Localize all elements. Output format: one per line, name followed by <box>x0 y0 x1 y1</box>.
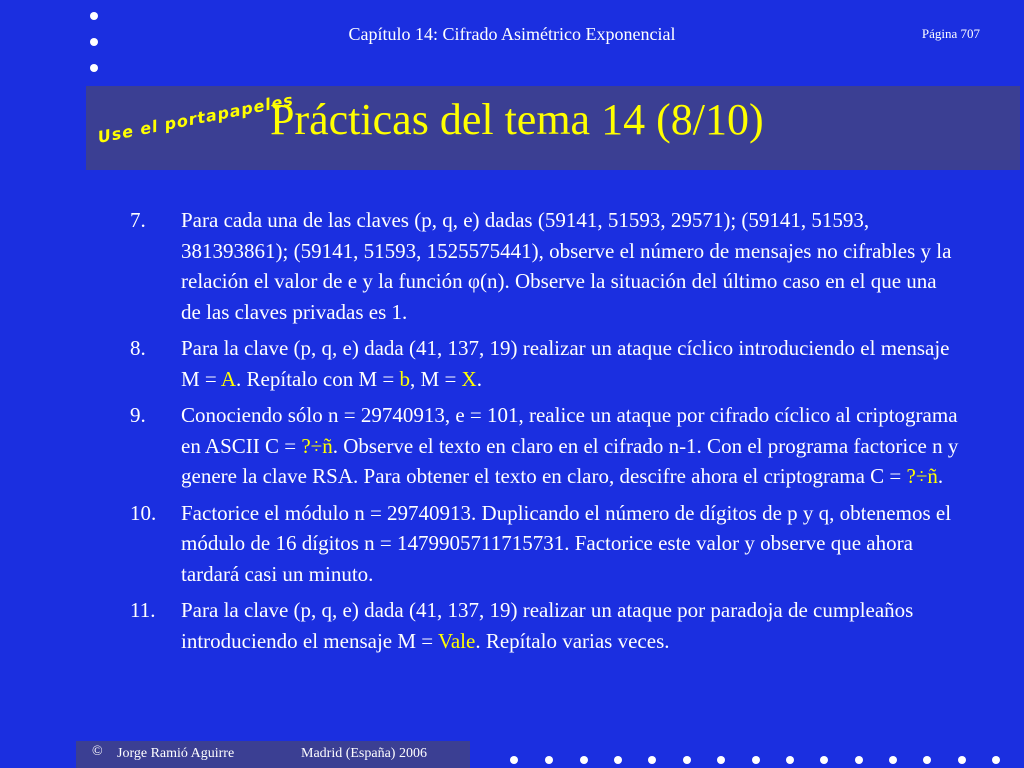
clipboard-stamp: Use el portapapeles <box>96 90 296 147</box>
item-text: . <box>937 464 944 488</box>
decor-dot <box>820 756 828 764</box>
decor-dot <box>958 756 966 764</box>
chapter-header: Capítulo 14: Cifrado Asimétrico Exponencial <box>348 24 676 44</box>
list-item <box>130 333 960 394</box>
slide-title: Prácticas del tema 14 (8/10) <box>270 95 764 144</box>
highlighted-text: Vale <box>437 628 476 653</box>
footer-author: Jorge Ramió Aguirre <box>117 746 235 761</box>
decor-dot <box>752 756 760 764</box>
copyright-symbol: © <box>92 744 103 759</box>
item-text: . <box>476 366 482 391</box>
item-text: . Observe el texto en claro en el cifrado n-1. Con el programa factorice n y genere la clave RSA. Para obtener el texto en claro, descifre ahora el criptograma C = <box>181 433 959 488</box>
item-number: 9. <box>130 403 146 427</box>
decor-dot <box>545 756 553 764</box>
decor-dot <box>855 756 863 764</box>
decor-dot <box>889 756 897 764</box>
exercise-list <box>130 205 960 662</box>
decor-dot <box>580 756 588 764</box>
item-number: 10. <box>130 500 157 525</box>
highlighted-text: X <box>461 366 477 391</box>
item-text: . Repítalo con M = <box>236 366 400 391</box>
page-number: Página 707 <box>921 26 980 41</box>
item-text: Para la clave (p, q, e) dada (41, 137, 19) realizar un ataque por paradoja de cumpleaños introduciendo el mensaje M = <box>181 598 914 653</box>
decor-dot <box>90 12 98 20</box>
item-number: 8. <box>130 336 146 360</box>
item-number: 7. <box>130 208 146 232</box>
item-text: Conociendo sólo n = 29740913, e = 101, realice un ataque por cifrado cíclico al criptograma en ASCII C = <box>181 403 958 458</box>
decor-dot <box>717 756 725 764</box>
decor-dot <box>90 64 98 72</box>
decor-dot <box>648 756 656 764</box>
item-text: Factorice el módulo n = 29740913. Duplicando el número de dígitos de p y q, obtenemos el módulo de 16 dígitos n = 1479905711715731. Factorice este valor y observe que ahora tardará casi un minuto. <box>181 500 952 586</box>
item-text: . Repítalo varias veces. <box>475 628 670 653</box>
highlighted-text: ?÷ñ <box>301 433 333 458</box>
item-number: 11. <box>130 598 156 622</box>
decor-dot <box>614 756 622 764</box>
highlighted-text: ?÷ñ <box>906 464 938 488</box>
list-item <box>130 498 960 590</box>
decor-dot <box>786 756 794 764</box>
item-text: Para cada una de las claves (p, q, e) dadas (59141, 51593, 29571); (59141, 51593, 381393861); (59141, 51593, 1525575441), observe el número de mensajes no cifrables y la relación el valor de e y la función φ(n). Observe la situación del último caso en el que una de las claves privadas es 1. <box>181 208 952 324</box>
list-item <box>130 205 960 327</box>
list-item <box>130 595 960 656</box>
decor-dot <box>992 756 1000 764</box>
footer-place: Madrid (España) 2006 <box>301 746 427 761</box>
highlighted-text: b <box>399 366 411 391</box>
item-text: Para la clave (p, q, e) dada (41, 137, 19) realizar un ataque cíclico introduciendo el mensaje M = <box>181 336 950 391</box>
decor-dot <box>923 756 931 764</box>
list-item <box>130 400 960 492</box>
decor-dot <box>683 756 691 764</box>
decor-dot <box>510 756 518 764</box>
item-text: , M = <box>410 366 462 391</box>
highlighted-text: A <box>220 366 237 391</box>
